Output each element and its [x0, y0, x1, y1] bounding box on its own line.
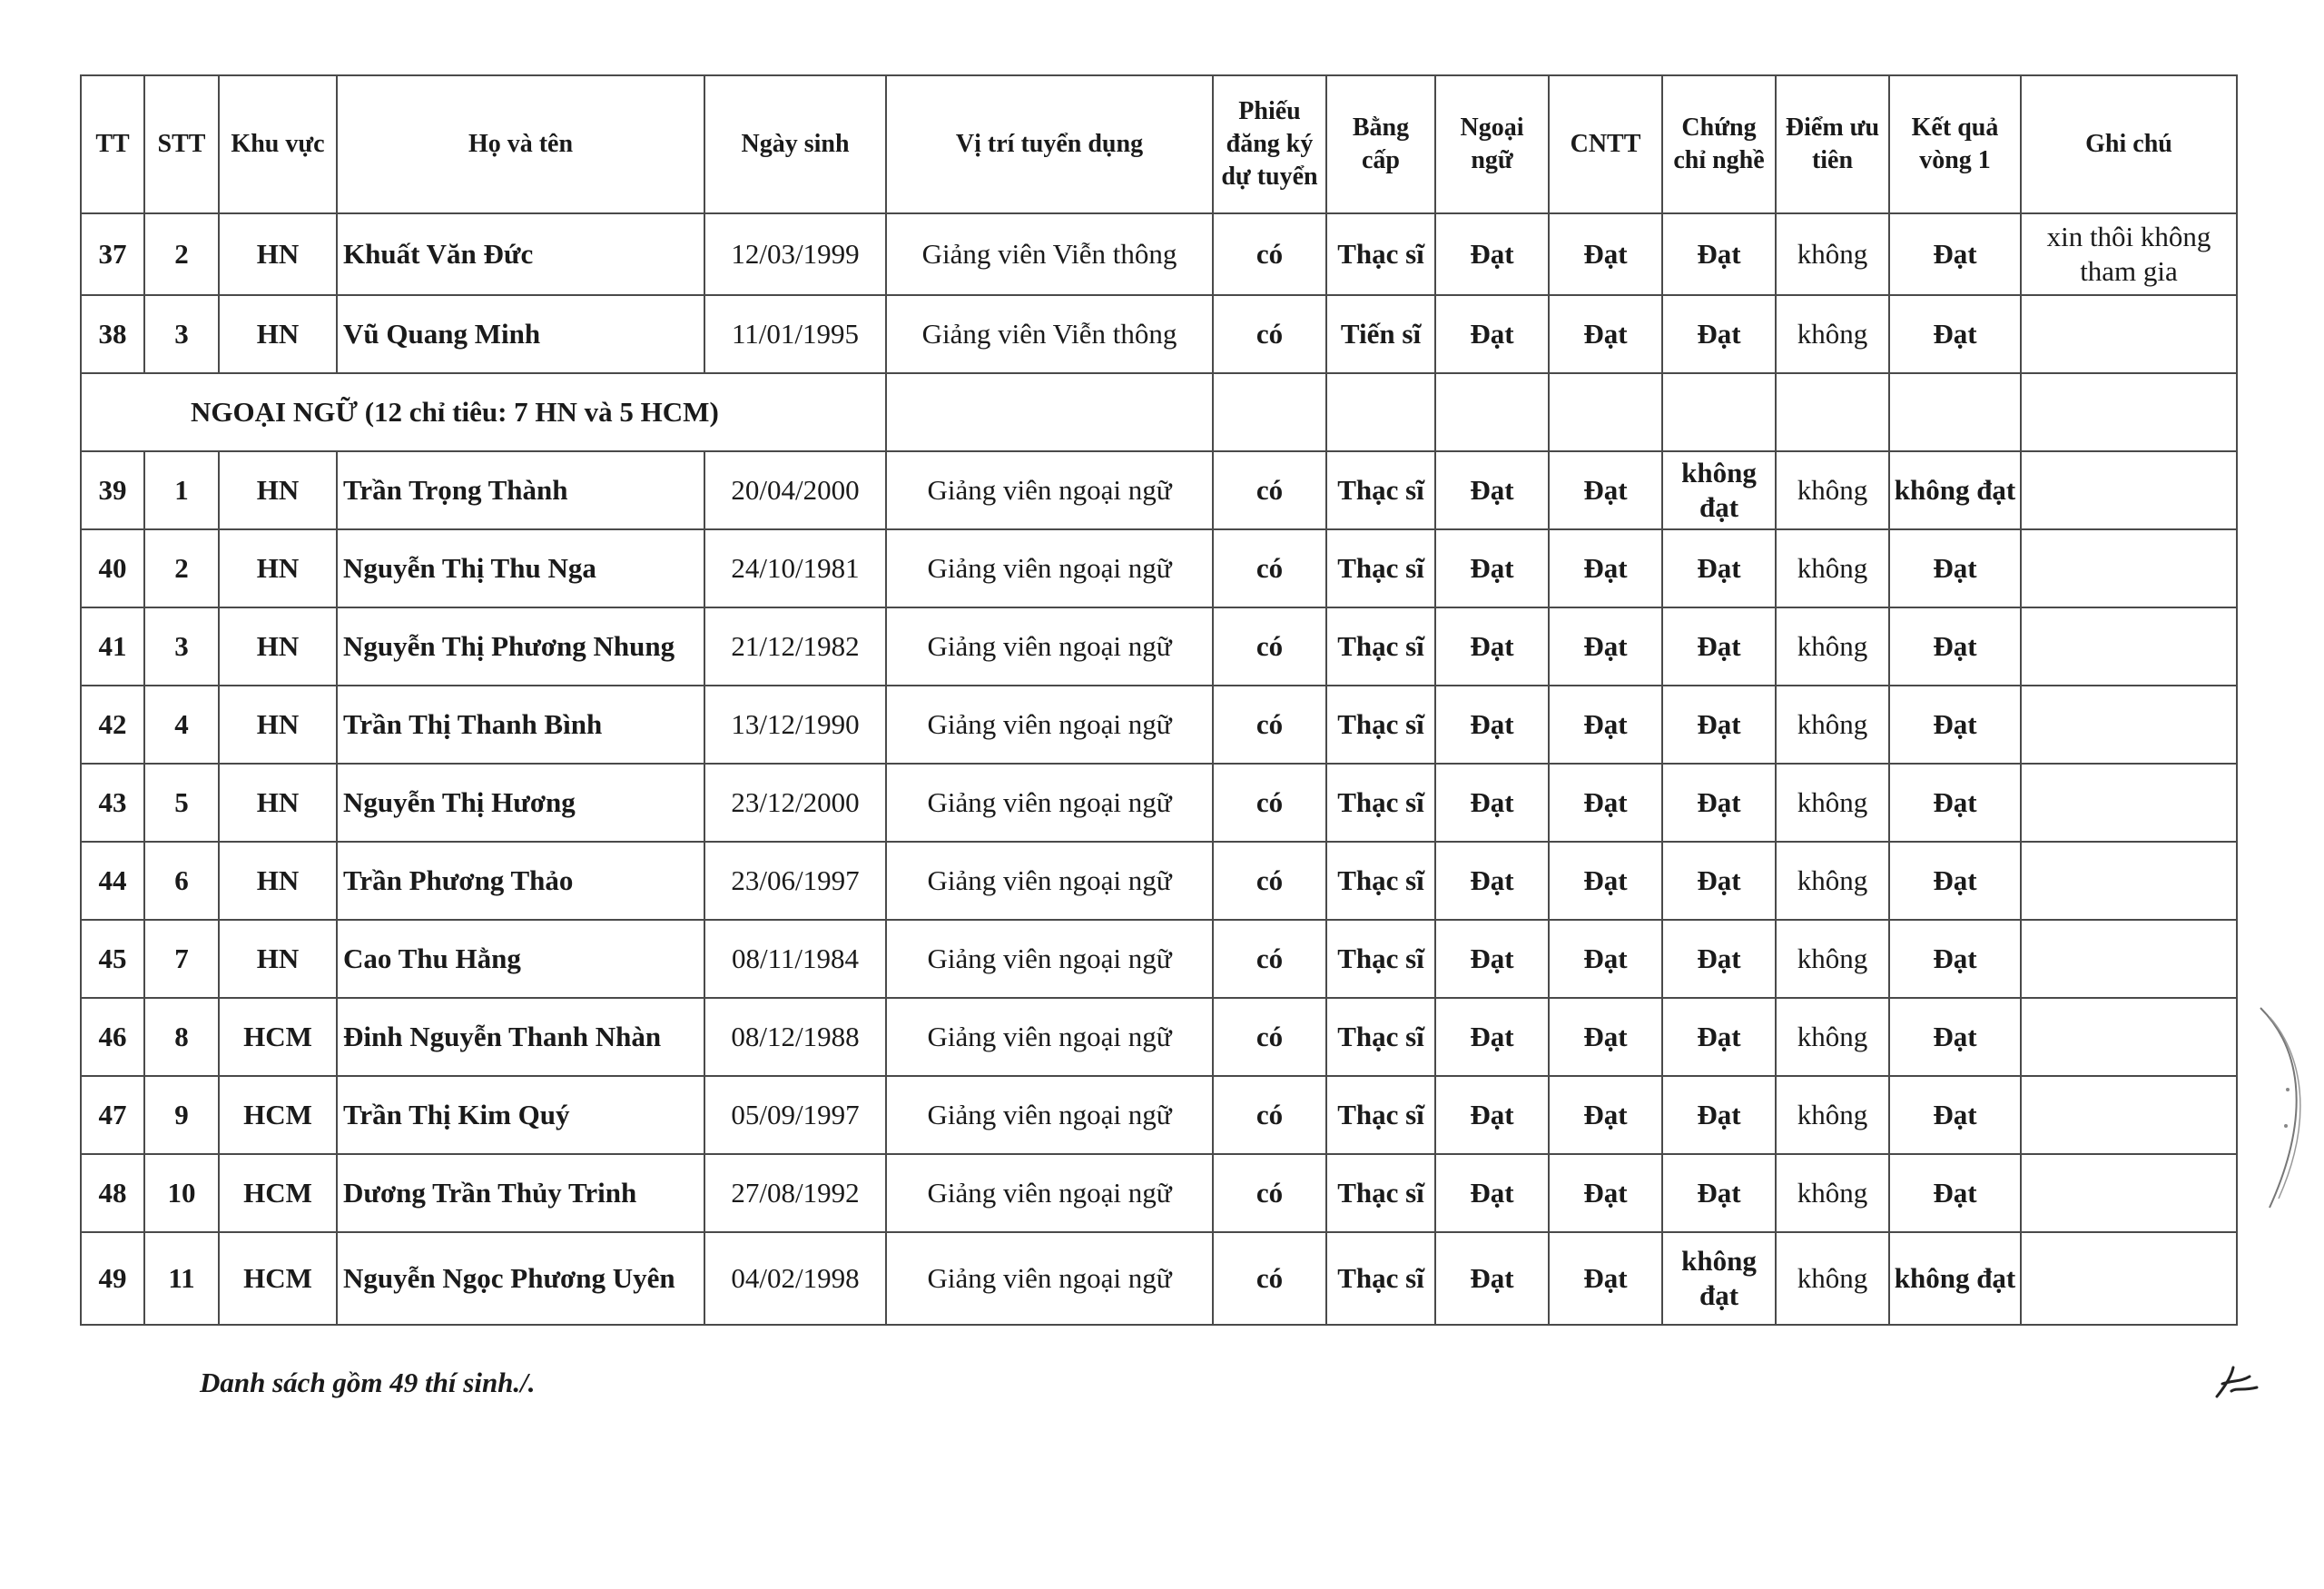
row-chung-chi-cell: Đạt [1662, 295, 1776, 373]
row-phieu-cell: có [1213, 686, 1326, 764]
row-ket-qua-cell: Đạt [1889, 998, 2021, 1076]
header-tt: TT [81, 75, 144, 213]
row-ghi-chu-cell: xin thôi không tham gia [2021, 213, 2237, 295]
row-cntt-cell: Đạt [1549, 529, 1662, 607]
row-khu-vuc-cell: HCM [219, 1076, 337, 1154]
row-phieu-cell: có [1213, 451, 1326, 529]
header-vi-tri: Vị trí tuyển dụng [886, 75, 1213, 213]
row-tt-cell: 40 [81, 529, 144, 607]
row-phieu-cell: có [1213, 920, 1326, 998]
table-row [81, 213, 2237, 295]
row-ngoai-ngu-cell: Đạt [1435, 607, 1549, 686]
row-diem-uu-tien-cell: không [1776, 842, 1889, 920]
table-row [81, 1076, 2237, 1154]
empty-cell [1662, 373, 1776, 451]
row-ket-qua-cell: Đạt [1889, 686, 2021, 764]
row-chung-chi-cell: Đạt [1662, 213, 1776, 295]
row-diem-uu-tien-cell: không [1776, 920, 1889, 998]
table-row [81, 764, 2237, 842]
row-bang-cap-cell: Thạc sĩ [1326, 1076, 1435, 1154]
empty-cell [1549, 373, 1662, 451]
row-tt-cell: 39 [81, 451, 144, 529]
row-phieu-cell: có [1213, 998, 1326, 1076]
row-tt-cell: 43 [81, 764, 144, 842]
candidate-list-sheet [80, 74, 2231, 1326]
header-ghi-chu: Ghi chú [2021, 75, 2237, 213]
row-name-cell: Trần Trọng Thành [337, 451, 704, 529]
rows-after-section [81, 451, 2237, 1325]
row-stt-cell: 6 [144, 842, 219, 920]
row-ghi-chu-cell [2021, 451, 2237, 529]
row-ngoai-ngu-cell: Đạt [1435, 842, 1549, 920]
row-khu-vuc-cell: HN [219, 295, 337, 373]
table-row [81, 295, 2237, 373]
row-name-cell: Vũ Quang Minh [337, 295, 704, 373]
row-ngay-sinh-cell: 23/06/1997 [704, 842, 886, 920]
row-bang-cap-cell: Thạc sĩ [1326, 529, 1435, 607]
row-diem-uu-tien-cell: không [1776, 607, 1889, 686]
row-ngoai-ngu-cell: Đạt [1435, 686, 1549, 764]
row-ngay-sinh-cell: 05/09/1997 [704, 1076, 886, 1154]
row-stt-cell: 4 [144, 686, 219, 764]
row-chung-chi-cell: không đạt [1662, 451, 1776, 529]
row-bang-cap-cell: Thạc sĩ [1326, 607, 1435, 686]
row-name-cell: Nguyễn Thị Hương [337, 764, 704, 842]
header-ngoai-ngu: Ngoại ngữ [1435, 75, 1549, 213]
row-phieu-cell: có [1213, 1154, 1326, 1232]
row-stt-cell: 7 [144, 920, 219, 998]
row-ngoai-ngu-cell: Đạt [1435, 451, 1549, 529]
row-tt-cell: 42 [81, 686, 144, 764]
row-ghi-chu-cell [2021, 529, 2237, 607]
table-row [81, 842, 2237, 920]
row-cntt-cell: Đạt [1549, 764, 1662, 842]
row-ngay-sinh-cell: 24/10/1981 [704, 529, 886, 607]
row-cntt-cell: Đạt [1549, 842, 1662, 920]
header-ngay-sinh: Ngày sinh [704, 75, 886, 213]
stamp-edge-mark [2251, 999, 2324, 1217]
row-chung-chi-cell: Đạt [1662, 998, 1776, 1076]
row-phieu-cell: có [1213, 1076, 1326, 1154]
table-row [81, 1232, 2237, 1325]
row-ngay-sinh-cell: 21/12/1982 [704, 607, 886, 686]
row-ghi-chu-cell [2021, 764, 2237, 842]
row-tt-cell: 44 [81, 842, 144, 920]
header-ket-qua: Kết quả vòng 1 [1889, 75, 2021, 213]
row-ngay-sinh-cell: 12/03/1999 [704, 213, 886, 295]
row-tt-cell: 47 [81, 1076, 144, 1154]
row-phieu-cell: có [1213, 529, 1326, 607]
row-name-cell: Trần Phương Thảo [337, 842, 704, 920]
row-vi-tri-cell: Giảng viên ngoại ngữ [886, 451, 1213, 529]
row-cntt-cell: Đạt [1549, 686, 1662, 764]
row-name-cell: Nguyễn Ngọc Phương Uyên [337, 1232, 704, 1325]
row-khu-vuc-cell: HN [219, 451, 337, 529]
row-stt-cell: 11 [144, 1232, 219, 1325]
row-ghi-chu-cell [2021, 842, 2237, 920]
row-khu-vuc-cell: HN [219, 920, 337, 998]
row-ngoai-ngu-cell: Đạt [1435, 764, 1549, 842]
row-phieu-cell: có [1213, 607, 1326, 686]
section-row [81, 373, 2237, 451]
row-stt-cell: 8 [144, 998, 219, 1076]
row-phieu-cell: có [1213, 213, 1326, 295]
row-cntt-cell: Đạt [1549, 998, 1662, 1076]
row-name-cell: Khuất Văn Đức [337, 213, 704, 295]
row-vi-tri-cell: Giảng viên ngoại ngữ [886, 1154, 1213, 1232]
row-khu-vuc-cell: HN [219, 529, 337, 607]
row-vi-tri-cell: Giảng viên ngoại ngữ [886, 764, 1213, 842]
row-ghi-chu-cell [2021, 607, 2237, 686]
row-vi-tri-cell: Giảng viên ngoại ngữ [886, 1232, 1213, 1325]
empty-cell [1326, 373, 1435, 451]
footer-note: Danh sách gồm 49 thí sinh./. [200, 1367, 536, 1398]
row-cntt-cell: Đạt [1549, 213, 1662, 295]
rows-before-section [81, 213, 2237, 373]
row-cntt-cell: Đạt [1549, 920, 1662, 998]
row-vi-tri-cell: Giảng viên ngoại ngữ [886, 998, 1213, 1076]
row-ket-qua-cell: Đạt [1889, 529, 2021, 607]
row-ngay-sinh-cell: 23/12/2000 [704, 764, 886, 842]
row-ket-qua-cell: Đạt [1889, 295, 2021, 373]
row-bang-cap-cell: Tiến sĩ [1326, 295, 1435, 373]
row-stt-cell: 1 [144, 451, 219, 529]
row-ket-qua-cell: Đạt [1889, 1154, 2021, 1232]
row-ket-qua-cell: Đạt [1889, 764, 2021, 842]
row-name-cell: Cao Thu Hằng [337, 920, 704, 998]
table-row [81, 607, 2237, 686]
row-tt-cell: 48 [81, 1154, 144, 1232]
row-vi-tri-cell: Giảng viên ngoại ngữ [886, 686, 1213, 764]
row-tt-cell: 41 [81, 607, 144, 686]
row-ngay-sinh-cell: 13/12/1990 [704, 686, 886, 764]
row-cntt-cell: Đạt [1549, 295, 1662, 373]
row-ngoai-ngu-cell: Đạt [1435, 529, 1549, 607]
row-tt-cell: 37 [81, 213, 144, 295]
header-phieu: Phiếu đăng ký dự tuyển [1213, 75, 1326, 213]
signature-mark [2206, 1360, 2260, 1406]
row-khu-vuc-cell: HCM [219, 1154, 337, 1232]
row-bang-cap-cell: Thạc sĩ [1326, 686, 1435, 764]
row-chung-chi-cell: không đạt [1662, 1232, 1776, 1325]
row-bang-cap-cell: Thạc sĩ [1326, 998, 1435, 1076]
row-khu-vuc-cell: HCM [219, 998, 337, 1076]
row-diem-uu-tien-cell: không [1776, 686, 1889, 764]
header-khu-vuc: Khu vực [219, 75, 337, 213]
row-ngay-sinh-cell: 20/04/2000 [704, 451, 886, 529]
row-ghi-chu-cell [2021, 1154, 2237, 1232]
row-vi-tri-cell: Giảng viên ngoại ngữ [886, 1076, 1213, 1154]
row-ket-qua-cell: không đạt [1889, 451, 2021, 529]
row-stt-cell: 2 [144, 529, 219, 607]
row-ngoai-ngu-cell: Đạt [1435, 295, 1549, 373]
row-ghi-chu-cell [2021, 998, 2237, 1076]
empty-cell [1213, 373, 1326, 451]
row-ngoai-ngu-cell: Đạt [1435, 998, 1549, 1076]
header-stt: STT [144, 75, 219, 213]
row-name-cell: Nguyễn Thị Phương Nhung [337, 607, 704, 686]
header-chung-chi: Chứng chỉ nghề [1662, 75, 1776, 213]
row-cntt-cell: Đạt [1549, 607, 1662, 686]
row-ngay-sinh-cell: 11/01/1995 [704, 295, 886, 373]
row-ket-qua-cell: không đạt [1889, 1232, 2021, 1325]
header-bang-cap: Bằng cấp [1326, 75, 1435, 213]
row-ngoai-ngu-cell: Đạt [1435, 920, 1549, 998]
row-phieu-cell: có [1213, 842, 1326, 920]
row-tt-cell: 38 [81, 295, 144, 373]
row-bang-cap-cell: Thạc sĩ [1326, 1154, 1435, 1232]
row-name-cell: Nguyễn Thị Thu Nga [337, 529, 704, 607]
row-diem-uu-tien-cell: không [1776, 1076, 1889, 1154]
table-row [81, 1154, 2237, 1232]
row-name-cell: Trần Thị Thanh Bình [337, 686, 704, 764]
row-ngoai-ngu-cell: Đạt [1435, 1076, 1549, 1154]
row-diem-uu-tien-cell: không [1776, 213, 1889, 295]
section-title: NGOẠI NGỮ (12 chỉ tiêu: 7 HN và 5 HCM) [81, 373, 886, 451]
row-ngoai-ngu-cell: Đạt [1435, 1154, 1549, 1232]
row-tt-cell: 46 [81, 998, 144, 1076]
row-tt-cell: 45 [81, 920, 144, 998]
row-chung-chi-cell: Đạt [1662, 1154, 1776, 1232]
row-cntt-cell: Đạt [1549, 1154, 1662, 1232]
row-ghi-chu-cell [2021, 1076, 2237, 1154]
row-ngay-sinh-cell: 27/08/1992 [704, 1154, 886, 1232]
table-row [81, 686, 2237, 764]
row-phieu-cell: có [1213, 295, 1326, 373]
row-diem-uu-tien-cell: không [1776, 998, 1889, 1076]
row-ghi-chu-cell [2021, 1232, 2237, 1325]
row-ket-qua-cell: Đạt [1889, 920, 2021, 998]
row-stt-cell: 10 [144, 1154, 219, 1232]
row-bang-cap-cell: Thạc sĩ [1326, 842, 1435, 920]
row-vi-tri-cell: Giảng viên ngoại ngữ [886, 920, 1213, 998]
empty-cell [1776, 373, 1889, 451]
header-ho-ten: Họ và tên [337, 75, 704, 213]
row-khu-vuc-cell: HN [219, 764, 337, 842]
row-ket-qua-cell: Đạt [1889, 842, 2021, 920]
row-cntt-cell: Đạt [1549, 1232, 1662, 1325]
row-chung-chi-cell: Đạt [1662, 1076, 1776, 1154]
row-diem-uu-tien-cell: không [1776, 764, 1889, 842]
row-vi-tri-cell: Giảng viên Viễn thông [886, 213, 1213, 295]
row-chung-chi-cell: Đạt [1662, 764, 1776, 842]
header-cntt: CNTT [1549, 75, 1662, 213]
table-row [81, 451, 2237, 529]
row-bang-cap-cell: Thạc sĩ [1326, 764, 1435, 842]
row-ghi-chu-cell [2021, 920, 2237, 998]
row-phieu-cell: có [1213, 1232, 1326, 1325]
header-diem-uu-tien: Điểm ưu tiên [1776, 75, 1889, 213]
row-ghi-chu-cell [2021, 686, 2237, 764]
row-cntt-cell: Đạt [1549, 1076, 1662, 1154]
row-phieu-cell: có [1213, 764, 1326, 842]
table-row [81, 998, 2237, 1076]
row-chung-chi-cell: Đạt [1662, 686, 1776, 764]
row-stt-cell: 3 [144, 295, 219, 373]
row-stt-cell: 9 [144, 1076, 219, 1154]
row-ket-qua-cell: Đạt [1889, 1076, 2021, 1154]
row-stt-cell: 3 [144, 607, 219, 686]
row-name-cell: Dương Trần Thủy Trinh [337, 1154, 704, 1232]
row-ghi-chu-cell [2021, 295, 2237, 373]
row-khu-vuc-cell: HN [219, 686, 337, 764]
row-bang-cap-cell: Thạc sĩ [1326, 451, 1435, 529]
row-diem-uu-tien-cell: không [1776, 1154, 1889, 1232]
row-ngoai-ngu-cell: Đạt [1435, 1232, 1549, 1325]
header-row [81, 75, 2237, 213]
row-chung-chi-cell: Đạt [1662, 529, 1776, 607]
row-bang-cap-cell: Thạc sĩ [1326, 920, 1435, 998]
row-khu-vuc-cell: HN [219, 607, 337, 686]
candidate-table [80, 74, 2238, 1326]
row-vi-tri-cell: Giảng viên ngoại ngữ [886, 529, 1213, 607]
row-diem-uu-tien-cell: không [1776, 1232, 1889, 1325]
empty-cell [1435, 373, 1549, 451]
row-vi-tri-cell: Giảng viên Viễn thông [886, 295, 1213, 373]
empty-cell [886, 373, 1213, 451]
empty-cell [2021, 373, 2237, 451]
row-khu-vuc-cell: HCM [219, 1232, 337, 1325]
row-stt-cell: 5 [144, 764, 219, 842]
row-diem-uu-tien-cell: không [1776, 529, 1889, 607]
row-ngoai-ngu-cell: Đạt [1435, 213, 1549, 295]
row-tt-cell: 49 [81, 1232, 144, 1325]
row-khu-vuc-cell: HN [219, 842, 337, 920]
row-ket-qua-cell: Đạt [1889, 213, 2021, 295]
row-diem-uu-tien-cell: không [1776, 451, 1889, 529]
row-name-cell: Đinh Nguyễn Thanh Nhàn [337, 998, 704, 1076]
table-row [81, 529, 2237, 607]
row-vi-tri-cell: Giảng viên ngoại ngữ [886, 607, 1213, 686]
row-stt-cell: 2 [144, 213, 219, 295]
row-ngay-sinh-cell: 04/02/1998 [704, 1232, 886, 1325]
row-chung-chi-cell: Đạt [1662, 607, 1776, 686]
row-khu-vuc-cell: HN [219, 213, 337, 295]
row-bang-cap-cell: Thạc sĩ [1326, 213, 1435, 295]
section-row-group [81, 373, 2237, 451]
row-cntt-cell: Đạt [1549, 451, 1662, 529]
row-name-cell: Trần Thị Kim Quý [337, 1076, 704, 1154]
row-ket-qua-cell: Đạt [1889, 607, 2021, 686]
table-row [81, 920, 2237, 998]
row-bang-cap-cell: Thạc sĩ [1326, 1232, 1435, 1325]
row-ngay-sinh-cell: 08/12/1988 [704, 998, 886, 1076]
row-vi-tri-cell: Giảng viên ngoại ngữ [886, 842, 1213, 920]
empty-cell [1889, 373, 2021, 451]
row-chung-chi-cell: Đạt [1662, 842, 1776, 920]
row-diem-uu-tien-cell: không [1776, 295, 1889, 373]
row-ngay-sinh-cell: 08/11/1984 [704, 920, 886, 998]
row-chung-chi-cell: Đạt [1662, 920, 1776, 998]
